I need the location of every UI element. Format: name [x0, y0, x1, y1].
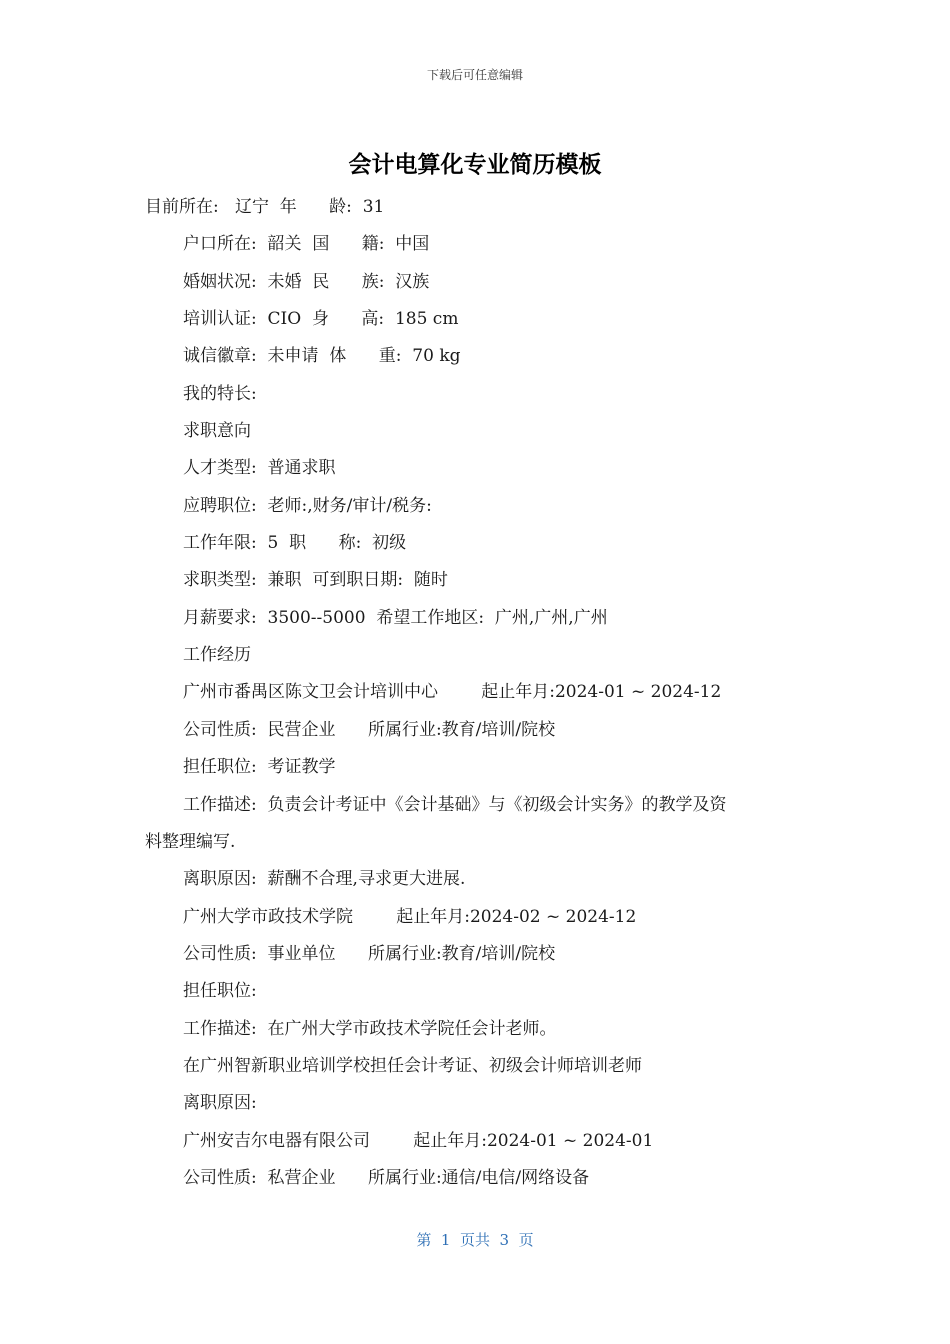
resume-line: 公司性质: 事业单位 所属行业:教育/培训/院校: [183, 943, 556, 964]
resume-line: 公司性质: 私营企业 所属行业:通信/电信/网络设备: [183, 1167, 590, 1188]
resume-line: 公司性质: 民营企业 所属行业:教育/培训/院校: [183, 719, 556, 740]
resume-line: 担任职位: 考证教学: [183, 757, 336, 778]
resume-line: 离职原因: 薪酬不合理,寻求更大进展.: [183, 869, 466, 890]
resume-line: 求职意向: [183, 421, 251, 442]
resume-line: 求职类型: 兼职 可到职日期: 随时: [183, 570, 448, 591]
resume-line: 离职原因:: [183, 1093, 257, 1114]
resume-line: 人才类型: 普通求职: [183, 458, 336, 479]
resume-line: 户口所在: 韶关 国 籍: 中国: [183, 234, 430, 255]
resume-line: 料整理编写.: [145, 831, 236, 852]
resume-line: 培训认证: CIO 身 高: 185 cm: [183, 309, 459, 330]
resume-line: 应聘职位: 老师:,财务/审计/税务:: [183, 495, 432, 516]
resume-line: 月薪要求: 3500--5000 希望工作地区: 广州,广州,广州: [183, 607, 608, 628]
resume-line: 担任职位:: [183, 981, 257, 1002]
header-note: 下载后可任意编辑: [426, 68, 523, 82]
resume-line: 目前所在: 辽宁 年 龄: 31: [145, 197, 385, 217]
page-footer: 第 1 页共 3 页: [416, 1231, 534, 1249]
resume-line: 诚信徽章: 未申请 体 重: 70 kg: [183, 346, 461, 367]
resume-line: 在广州智新职业培训学校担任会计考证、初级会计师培训老师: [183, 1055, 642, 1076]
resume-line: 婚姻状况: 未婚 民 族: 汉族: [183, 271, 430, 292]
resume-line: 工作描述: 在广州大学市政技术学院任会计老师。: [183, 1018, 557, 1039]
resume-body: [145, 189, 810, 1197]
resume-line: 我的特长:: [183, 383, 257, 404]
document-title: 会计电算化专业简历模板: [348, 152, 602, 178]
resume-line: 工作年限: 5 职 称: 初级: [183, 533, 407, 554]
resume-line: 广州安吉尔电器有限公司 起止年月:2024-01 ~ 2024-01: [183, 1130, 654, 1151]
resume-line: 工作经历: [183, 645, 251, 666]
resume-line: 工作描述: 负责会计考证中《会计基础》与《初级会计实务》的教学及资: [183, 794, 727, 815]
resume-line: 广州大学市政技术学院 起止年月:2024-02 ~ 2024-12: [183, 906, 637, 927]
resume-line: 广州市番禺区陈文卫会计培训中心 起止年月:2024-01 ~ 2024-12: [183, 682, 722, 703]
